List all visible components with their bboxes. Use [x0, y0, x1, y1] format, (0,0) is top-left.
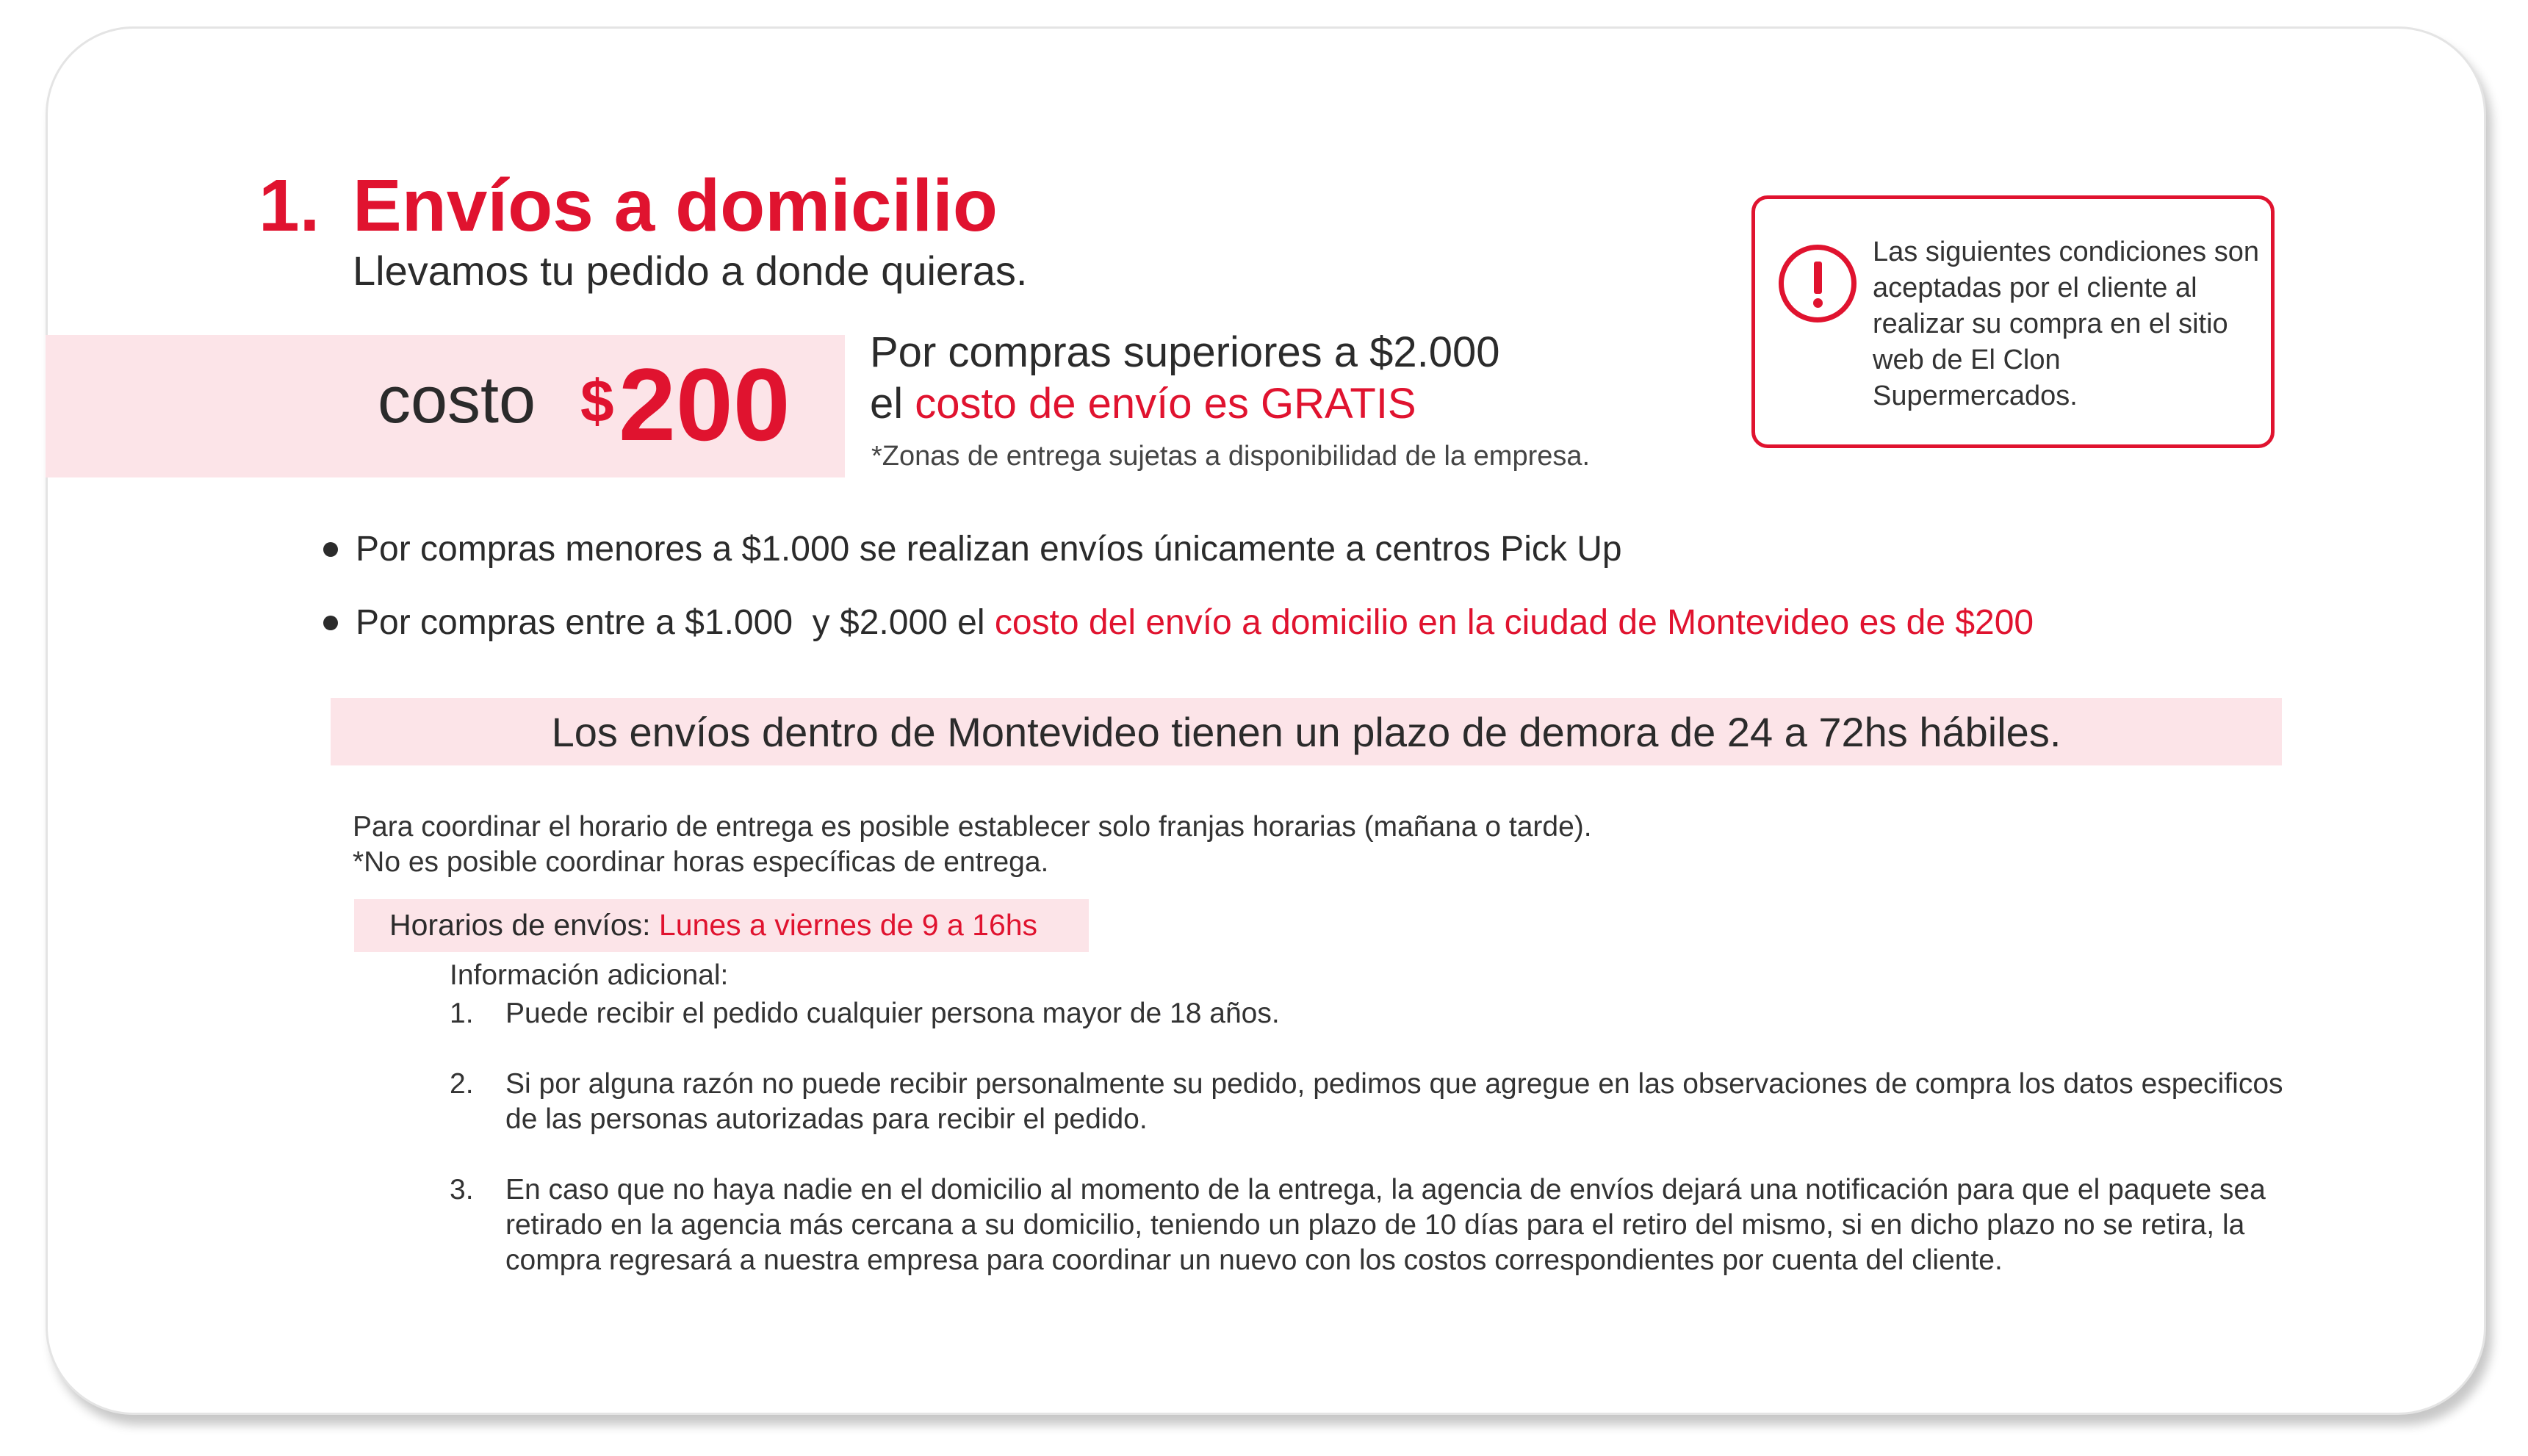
- list-item: [323, 602, 2034, 643]
- bullet-highlight: costo del envío a domicilio en la ciudad de Montevideo es de $200: [994, 603, 2034, 642]
- coordination-text: Para coordinar el horario de entrega es posible establecer solo franjas horarias (mañana o tarde).: [353, 811, 1592, 843]
- section-title: Envíos a domicilio: [353, 164, 998, 247]
- bullet-text: Por compras menores a $1.000 se realizan envíos únicamente a centros Pick Up: [356, 530, 1622, 569]
- item-text: En caso que no haya nadie en el domicilio al momento de la entrega, la agencia de envíos dejará una notificación para que el paquete sea retirado en la agencia más cercana a su domicilio, teniendo un plazo de 10 días para el retiro del mismo, si en dicho plazo no se retira, la compra regresará a nuestra empresa para coordinar un nuevo con los costos correspondientes por cuenta del cliente.: [505, 1174, 2266, 1276]
- notice-box: [1751, 195, 2275, 448]
- exclamation-icon: [1779, 245, 1857, 322]
- coordination-note: *No es posible coordinar horas específicas de entrega.: [353, 846, 1049, 878]
- promo-free-highlight: costo de envío es GRATIS: [915, 380, 1416, 428]
- cost-value: 200: [619, 347, 791, 462]
- item-text: Puede recibir el pedido cualquier persona mayor de 18 años.: [505, 998, 1280, 1029]
- cost-label: costo: [378, 364, 536, 437]
- item-text: Si por alguna razón no puede recibir personalmente su pedido, pedimos que agregue en las observaciones de compra los datos especificos de las personas autorizadas para recibir el pedido.: [505, 1068, 2283, 1135]
- list-item: [450, 1067, 2286, 1137]
- item-number: 1.: [450, 998, 474, 1029]
- item-number: 3.: [450, 1174, 474, 1205]
- info-title: Información adicional:: [450, 959, 729, 991]
- hours-value: Lunes a viernes de 9 a 16hs: [658, 908, 1038, 942]
- notice-text: Las siguientes condiciones son aceptadas por el cliente al realizar su compra en el sitio web de El Clon Supermercados.: [1873, 237, 2260, 411]
- section-heading: [259, 162, 998, 250]
- bullet-icon: [323, 542, 338, 557]
- promo-line-1: Por compras superiores a $2.000: [870, 328, 1500, 376]
- delivery-hours: [389, 908, 1037, 943]
- bullet-icon: [323, 616, 338, 630]
- list-item: [323, 529, 1622, 569]
- list-item: [450, 996, 2286, 1031]
- section-number: 1.: [259, 164, 320, 247]
- promo-note: *Zonas de entrega sujetas a disponibilidad de la empresa.: [871, 441, 1591, 472]
- info-list: [450, 996, 2286, 1313]
- section-subtitle: Llevamos tu pedido a donde quieras.: [353, 248, 1028, 294]
- promo-line-2-prefix: el: [870, 380, 915, 428]
- delivery-time-banner: Los envíos dentro de Montevideo tienen un plazo de demora de 24 a 72hs hábiles.: [331, 698, 2282, 765]
- list-item: [450, 1172, 2286, 1278]
- promo-line-2: [870, 379, 1416, 428]
- cost-currency: $: [580, 368, 614, 435]
- item-number: 2.: [450, 1068, 474, 1100]
- hours-label: Horarios de envíos:: [389, 908, 659, 942]
- bullet-text: Por compras entre a $1.000 y $2.000 el: [356, 603, 995, 642]
